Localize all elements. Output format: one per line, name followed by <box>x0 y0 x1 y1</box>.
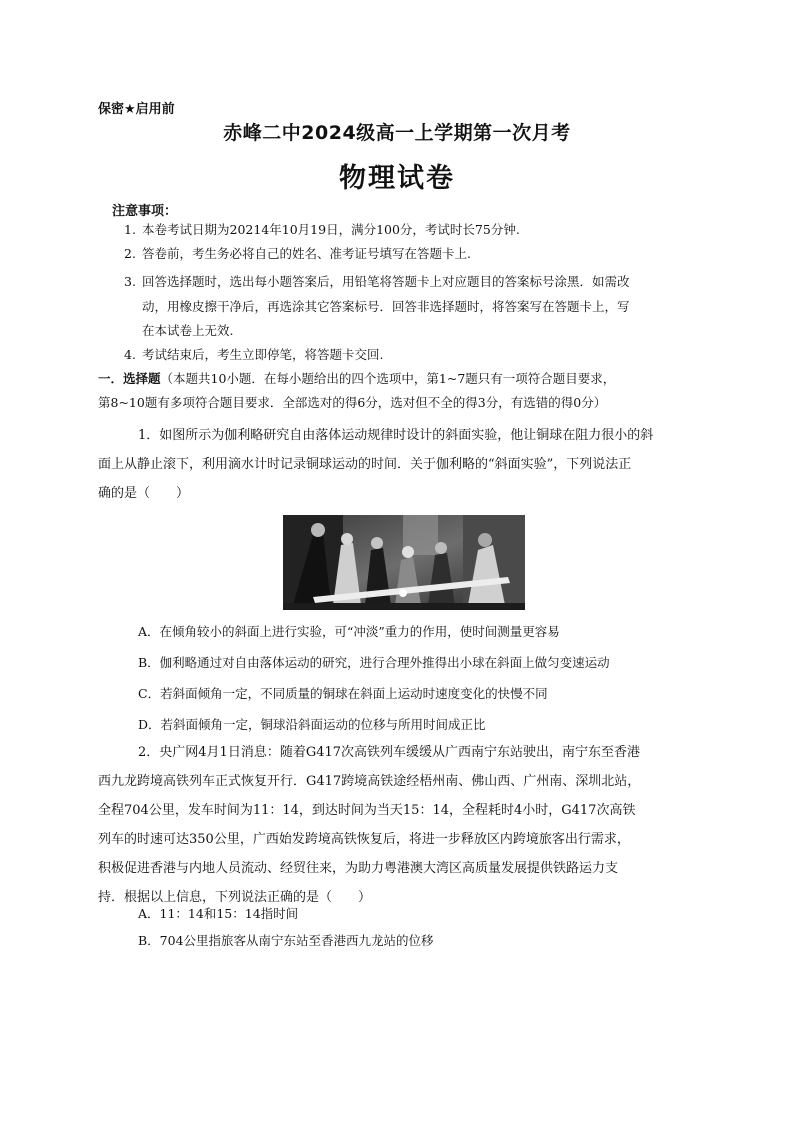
question-line: 确的是（ ） <box>98 486 190 501</box>
question-2-option-a: A．11：14和15：14指时间 <box>138 906 299 921</box>
question-1-option-b: B．伽利略通过对自由落体运动的研究，进行合理外推得出小球在斜面上做匀变速运动 <box>138 655 610 670</box>
note-item <box>124 218 520 242</box>
section-heading <box>98 368 718 390</box>
question-line: 积极促进香港与内地人员流动、经贸往来，为助力粤港澳大湾区高质量发展提供铁路运力支 <box>98 861 619 876</box>
question-line: 西九龙跨境高铁列车正式恢复开行．G417跨境高铁途经梧州南、佛山西、广州南、深圳北站， <box>98 774 641 789</box>
question-1-stem <box>98 421 698 508</box>
note-text-continued: 在本试卷上无效. <box>142 323 234 338</box>
section-instructions: （本题共10小题．在每小题给出的四个选项中，第1~7题只有一项符合题目要求， <box>160 371 616 386</box>
question-1-option-a: A．在倾角较小的斜面上进行实验，可“冲淡”重力的作用，使时间测量更容易 <box>138 624 560 639</box>
note-number: 3. <box>124 274 136 289</box>
note-number: 2. <box>124 246 136 261</box>
exam-title: 赤峰二中2024级高一上学期第一次月考 <box>223 122 571 144</box>
galileo-incline-experiment-image <box>283 515 525 610</box>
question-line: 列车的时速可达350公里，广西始发跨境高铁恢复后，将进一步释放区内跨境旅客出行需求， <box>98 832 630 847</box>
note-number: 1. <box>124 222 136 237</box>
subject-title: 物理试卷 <box>339 163 455 194</box>
section-label: 一．选择题 <box>98 371 161 386</box>
question-1-option-d: D．若斜面倾角一定，铜球沿斜面运动的位移与所用时间成正比 <box>138 717 486 732</box>
section-instructions-continued: 第8~10题有多项符合题目要求．全部选对的得6分，选对但不全的得3分，有选错的得0分） <box>98 395 607 410</box>
question-line: 面上从静止滚下，利用滴水计时记录铜球运动的时间．关于伽利略的“斜面实验”，下列说法正 <box>98 457 632 472</box>
confidential-label: 保密★启用前 <box>98 102 175 117</box>
question-1-option-c: C．若斜面倾角一定，不同质量的铜球在斜面上运动时速度变化的快慢不同 <box>138 686 548 701</box>
question-2-stem <box>98 738 698 912</box>
note-item <box>124 242 471 266</box>
note-text: 回答选择题时，选出每小题答案后，用铅笔将答题卡上对应题目的答案标号涂黑．如需改 <box>142 274 630 289</box>
note-item <box>124 270 630 294</box>
question-line: 全程704公里，发车时间为11：14，到达时间为当天15：14，全程耗时4小时，G417次高铁 <box>98 803 636 818</box>
question-line: 持．根据以上信息，下列说法正确的是（ ） <box>98 890 372 905</box>
note-text-continued: 动，用橡皮擦干净后，再选涂其它答案标号．回答非选择题时，将答案写在答题卡上，写 <box>142 299 630 314</box>
note-text: 考试结束后，考生立即停笔，将答题卡交回. <box>142 347 384 362</box>
note-item <box>124 343 383 367</box>
notes-heading: 注意事项： <box>112 204 178 219</box>
question-line: 2．央广网4月1日消息：随着G417次高铁列车缓缓从广西南宁东站驶出，南宁东至香港 <box>138 745 641 760</box>
question-2-option-b: B．704公里指旅客从南宁东站至香港西九龙站的位移 <box>138 933 434 948</box>
note-number: 4. <box>124 347 136 362</box>
note-text: 本卷考试日期为20214年10月19日，满分100分，考试时长75分钟. <box>142 222 520 237</box>
question-line: 1．如图所示为伽利略研究自由落体运动规律时设计的斜面实验，他让铜球在阻力很小的斜 <box>138 428 654 443</box>
note-text: 答卷前，考生务必将自己的姓名、准考证号填写在答题卡上. <box>142 246 471 261</box>
